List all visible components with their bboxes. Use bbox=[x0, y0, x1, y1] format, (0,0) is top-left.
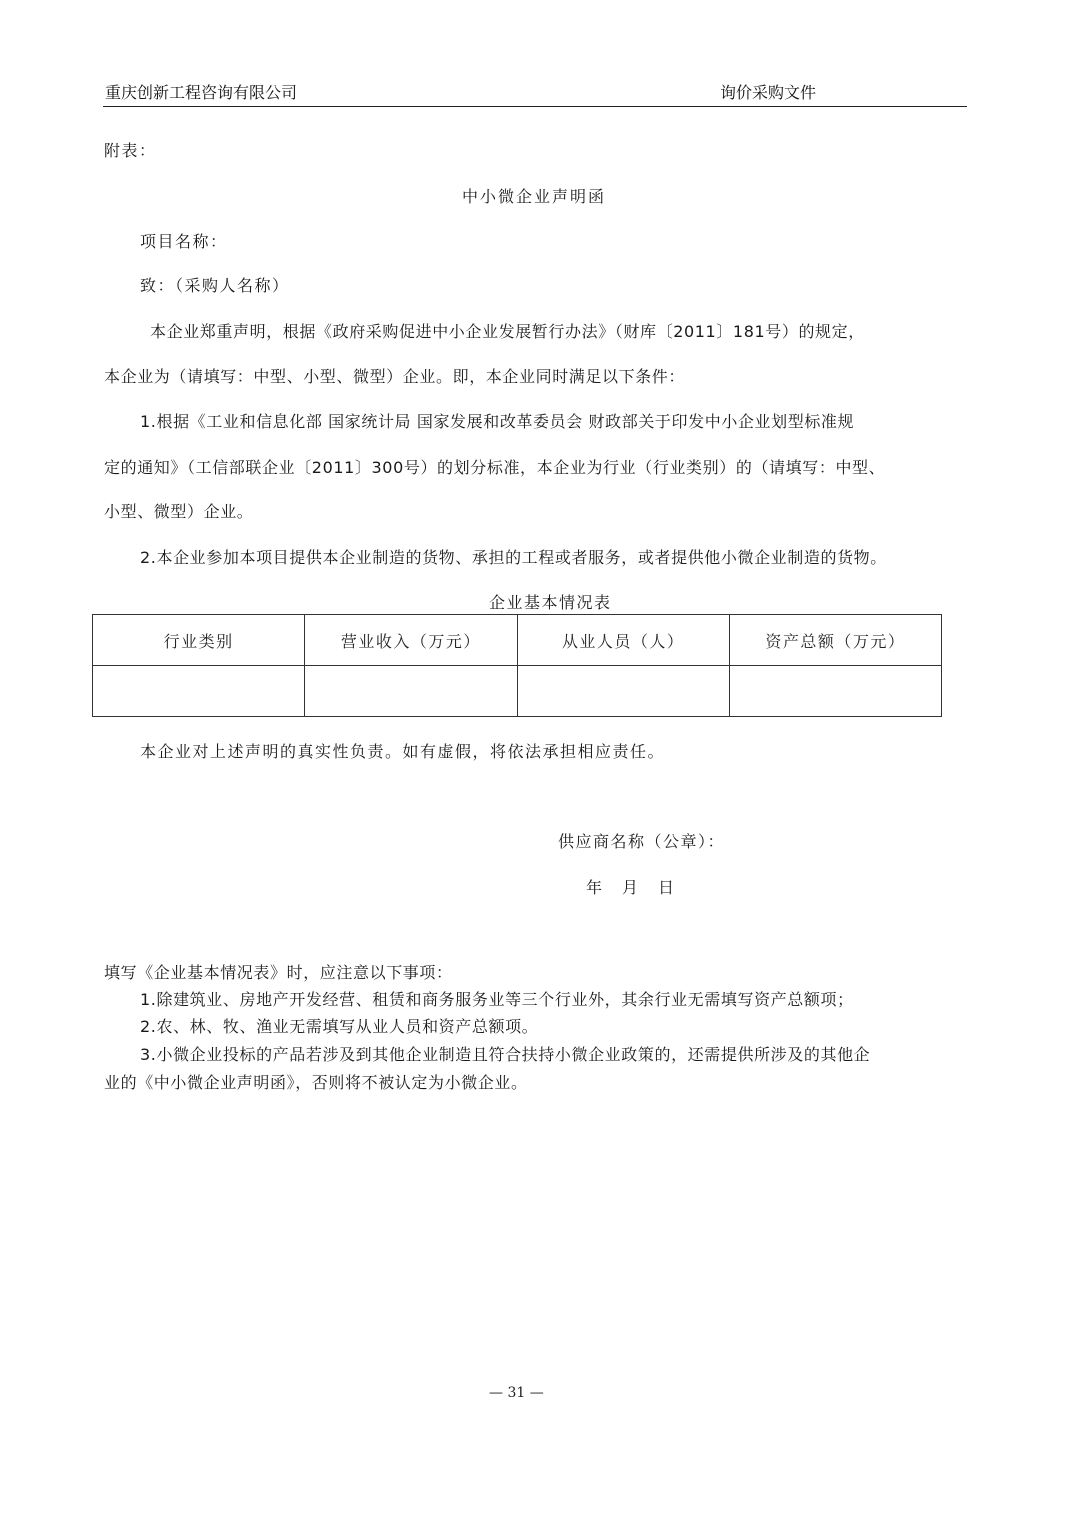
declaration-line-1: 本企业郑重声明，根据《政府采购促进中小企业发展暂行办法》（财库〔2011〕181号）的规定， bbox=[150, 322, 865, 341]
responsibility-statement: 本企业对上述声明的真实性负责。如有虚假，将依法承担相应责任。 bbox=[140, 742, 666, 761]
header-industry: 行业类别 bbox=[93, 615, 305, 666]
header-rule bbox=[103, 106, 967, 107]
table-header-row bbox=[93, 615, 942, 666]
header-company: 重庆创新工程咨询有限公司 bbox=[105, 83, 298, 102]
note-2: 2.农、林、牧、渔业无需填写从业人员和资产总额项。 bbox=[140, 1017, 539, 1036]
header-revenue: 营业收入（万元） bbox=[305, 615, 517, 666]
note-3-line-1: 3.小微企业投标的产品若涉及到其他企业制造且符合扶持小微企业政策的，还需提供所涉及的其他企 bbox=[140, 1045, 871, 1064]
condition-1-line-1: 1.根据《工业和信息化部 国家统计局 国家发展和改革委员会 财政部关于印发中小企业划型标准规 bbox=[140, 412, 855, 431]
declaration-line-2: 本企业为（请填写：中型、小型、微型）企业。即，本企业同时满足以下条件： bbox=[104, 367, 686, 386]
supplier-name-label: 供应商名称（公章）： bbox=[558, 832, 726, 851]
header-total-assets: 资产总额（万元） bbox=[729, 615, 941, 666]
header-employees: 从业人员（人） bbox=[517, 615, 729, 666]
project-name-label: 项目名称： bbox=[140, 232, 228, 251]
table-row bbox=[93, 666, 942, 717]
enterprise-info-table bbox=[92, 614, 942, 717]
condition-2: 2.本企业参加本项目提供本企业制造的货物、承担的工程或者服务，或者提供他小微企业制造的货物。 bbox=[140, 548, 887, 567]
form-title: 中小微企业声明函 bbox=[462, 187, 607, 206]
note-1: 1.除建筑业、房地产开发经营、租赁和商务服务业等三个行业外，其余行业无需填写资产总额项； bbox=[140, 990, 854, 1009]
table-caption: 企业基本情况表 bbox=[489, 593, 612, 612]
date-label: 年 月 日 bbox=[586, 878, 677, 897]
header-doc-type: 询价采购文件 bbox=[720, 83, 817, 102]
attachment-label: 附表： bbox=[104, 141, 157, 160]
condition-1-line-3: 小型、微型）企业。 bbox=[104, 502, 254, 521]
condition-1-line-2: 定的通知》（工信部联企业〔2011〕300号）的划分标准，本企业为行业（行业类别）的（请填写：中型、 bbox=[104, 458, 886, 477]
cell-revenue bbox=[305, 666, 517, 717]
to-label: 致：（采购人名称） bbox=[140, 276, 290, 295]
cell-total-assets bbox=[729, 666, 941, 717]
cell-employees bbox=[517, 666, 729, 717]
notes-intro: 填写《企业基本情况表》时，应注意以下事项： bbox=[104, 963, 453, 982]
note-3-line-2: 业的《中小微企业声明函》，否则将不被认定为小微企业。 bbox=[104, 1073, 528, 1092]
cell-industry bbox=[93, 666, 305, 717]
page-number: — 31 — bbox=[489, 1385, 544, 1401]
